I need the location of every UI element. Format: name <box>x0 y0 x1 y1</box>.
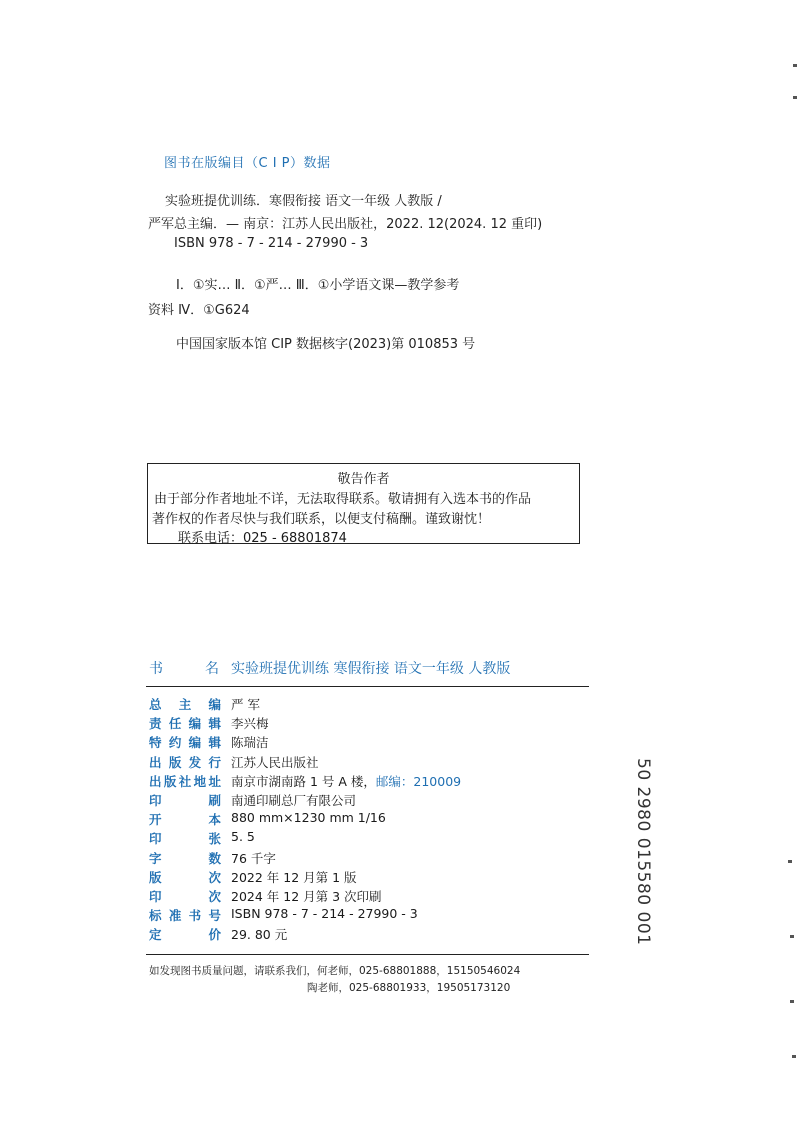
info-label-char: 号 <box>208 908 221 924</box>
info-value-text: 严 军 <box>231 697 260 712</box>
book-name-value: 实验班提优训练 寒假衔接 语文一年级 人教版 <box>231 661 511 677</box>
info-label-char: 约 <box>168 735 182 751</box>
cip-line-5: 资料 Ⅳ．①G624 <box>148 303 250 318</box>
info-label <box>149 772 221 790</box>
notice-box <box>147 463 580 544</box>
cip-line-4: Ⅰ．①实… Ⅱ．①严… Ⅲ．①小学语文课—教学参考 <box>176 278 460 293</box>
info-value <box>231 906 418 921</box>
info-label-char: 版 <box>163 773 177 789</box>
book-name-label-a: 书 <box>149 661 163 677</box>
info-label <box>149 753 221 771</box>
info-label <box>149 849 221 867</box>
info-label-char: 印 <box>149 831 162 847</box>
scan-mark <box>793 64 797 67</box>
info-label-char: 编 <box>188 716 202 732</box>
info-value-text: 陈瑞洁 <box>231 735 269 751</box>
scan-mark <box>790 1000 794 1003</box>
info-label <box>149 810 221 828</box>
cip-line-3: ISBN 978 - 7 - 214 - 27990 - 3 <box>174 236 369 251</box>
info-label-char: 开 <box>149 812 162 828</box>
info-label-char: 版 <box>149 869 162 885</box>
info-label-char: 发 <box>188 754 202 770</box>
info-value <box>231 868 357 886</box>
book-name-row <box>149 658 510 678</box>
notice-line-2: 著作权的作者尽快与我们联系，以便支付稿酬。谨致谢忱！ <box>152 512 491 527</box>
barcode-number: 50 2980 015580 001 <box>633 758 653 946</box>
info-label-char: 本 <box>208 812 221 828</box>
info-value <box>231 849 276 867</box>
notice-line-1: 由于部分作者地址不详，无法取得联系。敬请拥有入选本书的作品 <box>154 492 532 507</box>
scan-mark <box>790 935 794 938</box>
info-label-char: 辑 <box>208 735 221 751</box>
info-label-char: 主 <box>178 697 192 712</box>
cip-line-2: 严军总主编．— 南京：江苏人民出版社，2022. 12(2024. 12 重印) <box>148 217 543 232</box>
info-label-char: 地 <box>193 773 207 789</box>
info-value <box>231 925 287 943</box>
top-rule <box>146 686 589 687</box>
cip-line-1: 实验班提优训练．寒假衔接 语文一年级 人教版 / <box>165 194 442 209</box>
info-label <box>149 906 221 924</box>
bottom-rule <box>146 954 589 955</box>
scan-mark <box>788 860 792 863</box>
info-value-text: 江苏人民出版社 <box>231 754 319 770</box>
info-value <box>231 714 269 732</box>
info-value-text: 29. 80 元 <box>231 927 288 943</box>
info-label-char: 印 <box>149 793 162 808</box>
info-label <box>149 829 221 847</box>
info-label-char: 行 <box>208 754 221 770</box>
info-label <box>149 791 221 809</box>
info-label-char: 总 <box>149 697 162 712</box>
info-value <box>231 887 382 905</box>
info-value-text: 880 mm×1230 mm 1/16 <box>231 810 386 826</box>
info-value <box>231 733 269 751</box>
info-label <box>149 714 221 732</box>
info-label-char: 社 <box>178 773 192 789</box>
info-label <box>149 695 221 713</box>
info-label-char: 价 <box>208 927 221 943</box>
info-label-char: 张 <box>208 831 221 847</box>
info-label <box>149 868 221 886</box>
scan-mark <box>793 96 797 99</box>
info-value <box>231 829 255 844</box>
info-value-text: 南京市湖南路 1 号 A 楼， <box>231 773 376 789</box>
info-value-text: 2022 年 12 月第 1 版 <box>231 869 357 885</box>
info-value <box>231 695 260 713</box>
info-label-char: 址 <box>208 773 221 789</box>
info-label-char: 定 <box>149 927 162 943</box>
info-value-text: 76 千字 <box>231 850 276 866</box>
info-value <box>231 810 386 825</box>
info-label-char: 印 <box>149 889 162 904</box>
info-value-text: 南通印刷总厂有限公司 <box>231 793 357 808</box>
info-label-char: 编 <box>208 697 221 712</box>
cip-title: 图书在版编目（C I P）数据 <box>164 156 331 171</box>
info-value-text: 2024 年 12 月第 3 次印刷 <box>231 889 382 904</box>
info-value-text: 李兴梅 <box>231 716 269 732</box>
info-value-extra: 邮编：210009 <box>375 773 462 789</box>
info-label-char: 字 <box>149 850 162 866</box>
info-label-char: 书 <box>188 908 202 924</box>
info-label <box>149 733 221 751</box>
book-name-label-b: 名 <box>205 661 219 677</box>
info-value <box>231 772 461 790</box>
info-label <box>149 925 221 943</box>
info-label-char: 特 <box>149 735 162 751</box>
footer-line-2: 陶老师，025-68801933，19505173120 <box>307 982 511 994</box>
info-label-char: 辑 <box>208 716 221 732</box>
info-label-char: 编 <box>188 735 202 751</box>
info-value-text: 5. 5 <box>231 829 255 845</box>
info-label-char: 次 <box>208 869 221 885</box>
info-label-char: 次 <box>208 889 221 904</box>
info-label-char: 准 <box>168 908 182 924</box>
cip-line-6: 中国国家版本馆 CIP 数据核字(2023)第 010853 号 <box>176 337 476 352</box>
notice-line-3: 联系电话：025 - 68801874 <box>178 531 347 546</box>
info-value-text: ISBN 978 - 7 - 214 - 27990 - 3 <box>231 906 418 922</box>
info-label-char: 责 <box>149 716 162 732</box>
notice-title: 敬告作者 <box>337 472 390 487</box>
info-label-char: 刷 <box>208 793 221 808</box>
info-value <box>231 791 356 809</box>
info-label-char: 出 <box>149 773 162 789</box>
info-value <box>231 753 319 771</box>
scan-mark <box>792 1055 796 1058</box>
info-label-char: 出 <box>149 754 162 770</box>
info-label-char: 数 <box>208 850 221 866</box>
footer-line-1: 如发现图书质量问题，请联系我们，何老师，025-68801888，15150546024 <box>149 965 521 977</box>
info-label-char: 标 <box>149 908 162 924</box>
info-label-char: 任 <box>168 716 182 732</box>
info-label <box>149 887 221 905</box>
info-label-char: 版 <box>168 754 182 770</box>
